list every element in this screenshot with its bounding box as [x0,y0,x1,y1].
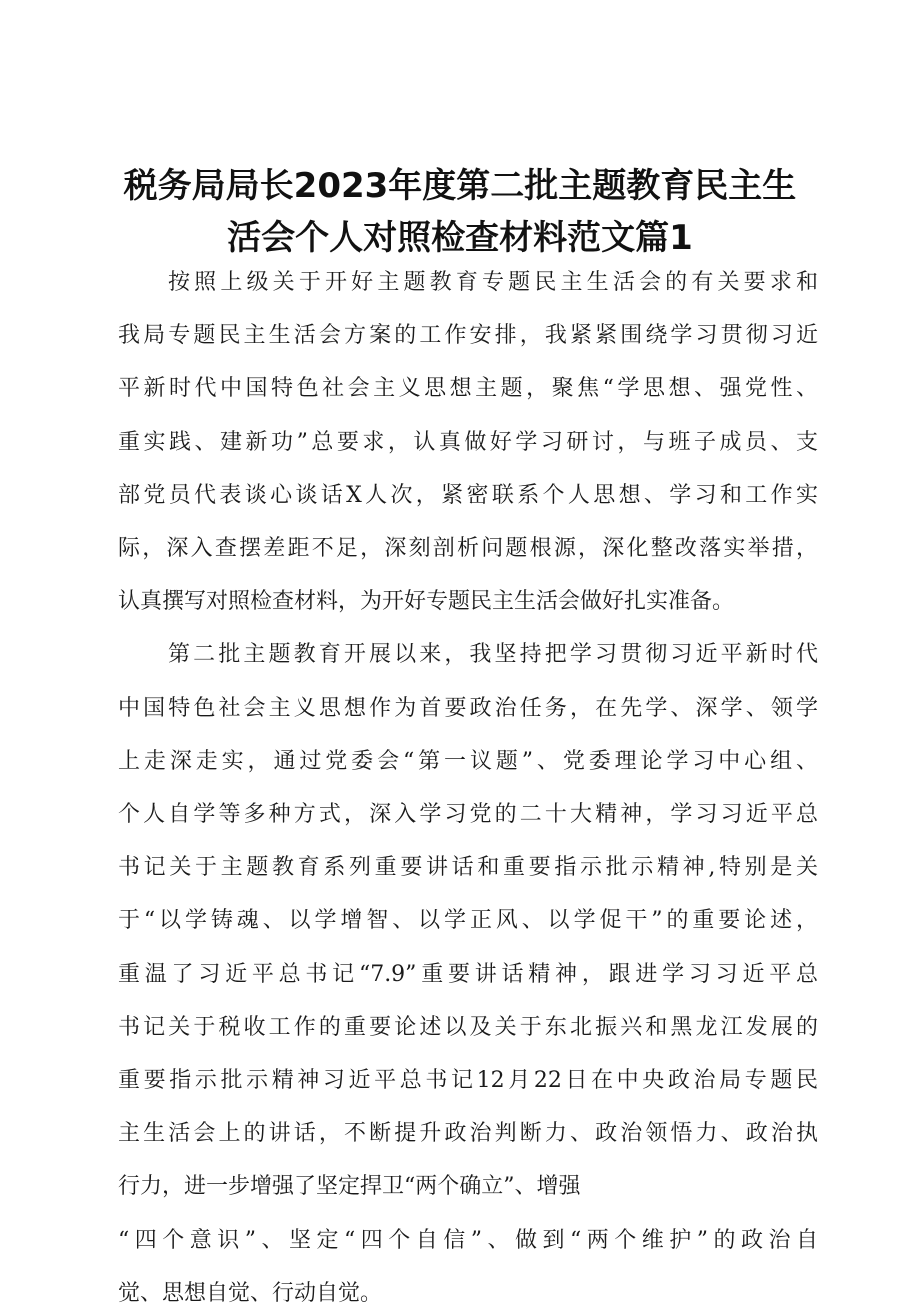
paragraph-2-line-12: “四个意识”、坚定“四个自信”、做到“两个维护”的政治自 [118,1228,818,1253]
paragraph-1-line-2: 我局专题民主生活会方案的工作安排，我紧紧围绕学习贯彻习近 [118,323,818,348]
paragraph-2-line-1: 第二批主题教育开展以来，我坚持把学习贯彻习近平新时代 [168,642,818,667]
paragraph-1-line-7: 认真撰写对照检查材料，为开好专题民主生活会做好扎实准备。 [118,589,735,614]
paragraph-2-line-10: 主生活会上的讲话，不断提升政治判断力、政治领悟力、政治执 [118,1121,818,1146]
paragraph-2-line-2: 中国特色社会主义思想作为首要政治任务，在先学、深学、领学 [118,696,818,721]
document-title-line-2: 活会个人对照检查材料范文篇1 [227,218,693,258]
paragraph-2-line-4: 个人自学等多种方式，深入学习党的二十大精神，学习习近平总 [118,802,818,827]
paragraph-1-line-6: 际，深入查摆差距不足，深刻剖析问题根源，深化整改落实举措， [118,536,818,561]
paragraph-1-line-4: 重实践、建新功”总要求，认真做好学习研讨，与班子成员、支 [118,430,818,455]
paragraph-2-line-7: 重温了习近平总书记“7.9”重要讲话精神，跟进学习习近平总 [118,962,818,987]
paragraph-2-line-11: 行力，进一步增强了坚定捍卫“两个确立”、增强 [118,1174,581,1199]
document-title-line-1: 税务局局长2023年度第二批主题教育民主生 [123,166,797,206]
paragraph-1-line-3: 平新时代中国特色社会主义思想主题，聚焦“学思想、强党性、 [118,376,818,401]
paragraph-2-line-6: 于“以学铸魂、以学增智、以学正风、以学促干”的重要论述， [118,908,818,933]
paragraph-1-line-1: 按照上级关于开好主题教育专题民主生活会的有关要求和 [168,270,818,295]
paragraph-2-line-9: 重要指示批示精神习近平总书记12月22日在中央政治局专题民 [118,1068,818,1093]
paragraph-1-line-5: 部党员代表谈心谈话X人次，紧密联系个人思想、学习和工作实 [118,483,818,508]
paragraph-2-line-8: 书记关于税收工作的重要论述以及关于东北振兴和黑龙江发展的 [118,1015,818,1040]
paragraph-2-line-13: 觉、思想自觉、行动自觉。 [118,1281,383,1306]
paragraph-2-line-5: 书记关于主题教育系列重要讲话和重要指示批示精神,特别是关 [118,855,818,880]
paragraph-2-line-3: 上走深走实，通过党委会“第一议题”、党委理论学习中心组、 [118,749,818,774]
